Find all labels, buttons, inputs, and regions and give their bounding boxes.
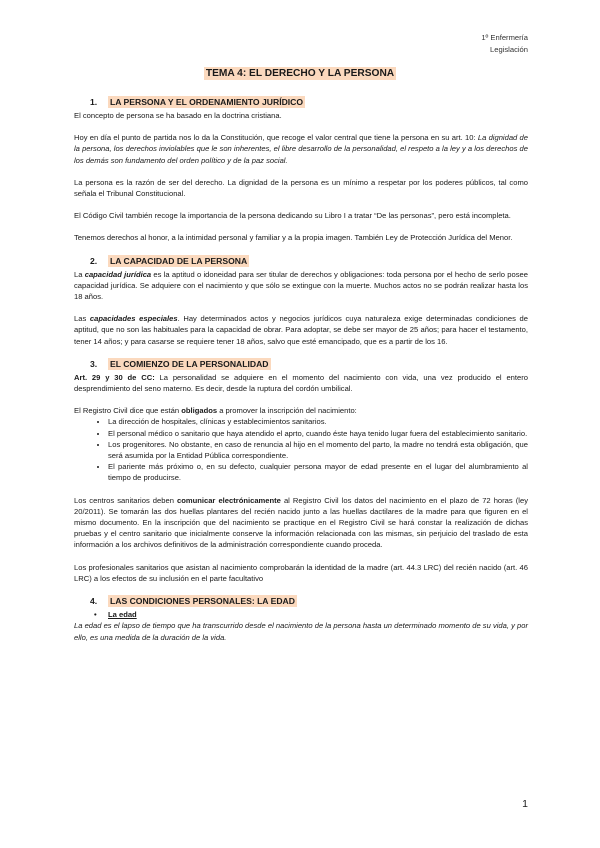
list-item: • Los progenitores. No obstante, en caso de renuncia al hijo en el momento del parto, la madre no tendrá esta obligación, que será asumida por la Entidad Pública correspondiente. bbox=[108, 439, 528, 461]
section-heading-2: 2. LA CAPACIDAD DE LA PERSONA bbox=[90, 255, 248, 266]
paragraph: Los profesionales sanitarios que asistan al nacimiento comprobarán la identidad de la madre (art. 44.3 LRC) del recién nacido (art. 46 LRC) a los efectos de su inclusión en el parte facultativo bbox=[74, 562, 528, 583]
paragraph: La capacidad jurídica es la aptitud o idoneidad para ser titular de derechos y obligaciones: toda persona por el hecho de serlo posee capacidad jurídica. Se adquiere con el nacimiento y que sólo se extingue con la muerte. Muchos actos no se podrán realizar hasta los 18 años. bbox=[74, 269, 528, 302]
header-course: 1º Enfermería bbox=[481, 33, 528, 42]
paragraph: La persona es la razón de ser del derecho. La dignidad de la persona es un mínimo a respetar por los poderes públicos, tal como señala el Tribunal Constitucional. bbox=[74, 177, 528, 199]
section-heading-4: 4. LAS CONDICIONES PERSONALES: LA EDAD bbox=[90, 596, 295, 607]
list-item: • El pariente más próximo o, en su defecto, cualquier persona mayor de edad presente en el lugar del alumbramiento al tiempo de producirse. bbox=[108, 461, 528, 483]
paragraph: Hoy en día el punto de partida nos lo da la Constitución, que recoge el valor central que tiene la persona en su art. 10: La dignidad de la persona, los derechos inviolables que le son inherentes, el libre desarrollo de la personalidad, el respeto a la ley y a los derechos de los demás son fundamento del orden político y de la paz social. bbox=[74, 133, 528, 165]
paragraph: El Código Civil también recoge la importancia de la persona dedicando su Libro I a tratar “De las personas”, pero está incompleta. bbox=[74, 211, 511, 221]
paragraph: Art. 29 y 30 de CC: La personalidad se adquiere en el momento del nacimiento con vida, una vez producido el entero desprendimiento del seno materno. Es decir, desde la ruptura del cordón umbilical. bbox=[74, 372, 528, 394]
section-heading-3: 3. EL COMIENZO DE LA PERSONALIDAD bbox=[90, 358, 269, 369]
document-body bbox=[74, 96, 528, 654]
header-subject: Legislación bbox=[490, 45, 528, 54]
subheading-la-edad: • La edad bbox=[74, 609, 528, 620]
paragraph: El concepto de persona se ha basado en la doctrina cristiana. bbox=[74, 111, 282, 120]
section-heading-1: 1. LA PERSONA Y EL ORDENAMIENTO JURÍDICO bbox=[90, 97, 304, 107]
document-title: TEMA 4: EL DERECHO Y LA PERSONA bbox=[205, 68, 395, 79]
page-header bbox=[481, 32, 528, 56]
paragraph: Tenemos derechos al honor, a la intimidad personal y familiar y a la propia imagen. También Ley de Protección Jurídica del Menor. bbox=[74, 233, 513, 243]
paragraph: El Registro Civil dice que están obligados a promover la inscripción del nacimiento: bbox=[74, 406, 357, 416]
paragraph: La edad es el lapso de tiempo que ha transcurrido desde el nacimiento de la persona hasta un determinado momento de su vida, y por ello, es una medida de la duración de la vida. bbox=[74, 621, 528, 642]
list-item: • La dirección de hospitales, clínicas y establecimientos sanitarios. bbox=[108, 416, 528, 427]
page-number: 1 bbox=[522, 798, 528, 810]
paragraph: Los centros sanitarios deben comunicar electrónicamente al Registro Civil los datos del nacimiento en el plazo de 72 horas (ley 20/2011). Se tomarán las dos huellas plantares del recién nacido junto a las huellas dactilares de la madre para que figuren en el mismo documento. En la inscripción que del nacimiento se practique en el Registro Civil se hará constar la realización de dichas pruebas y el centro sanitario que inicialmente conserve la información relacionada con las mismas, sin perjuicio del traslado de esta información a los archivos definitivos de la administración correspondiente cuando proceda. bbox=[74, 495, 528, 550]
obligados-list bbox=[74, 416, 528, 483]
list-item: • El personal médico o sanitario que haya atendido el aprto, cuando éste haya tenido lugar fuera del establecimiento sanitario. bbox=[108, 428, 528, 439]
paragraph: Las capacidades especiales. Hay determinados actos y negocios jurídicos cuya naturaleza exige determinadas condiciones de aptitud, que no son las habituales para la capacidad de obrar. Para adoptar, se debe ser mayor de 25 años; para hacer el testamento, tener 14 años; y para casarse se requiere tener 18 años, salvo que esté emancipado, que es a partir de los 16. bbox=[74, 314, 528, 346]
